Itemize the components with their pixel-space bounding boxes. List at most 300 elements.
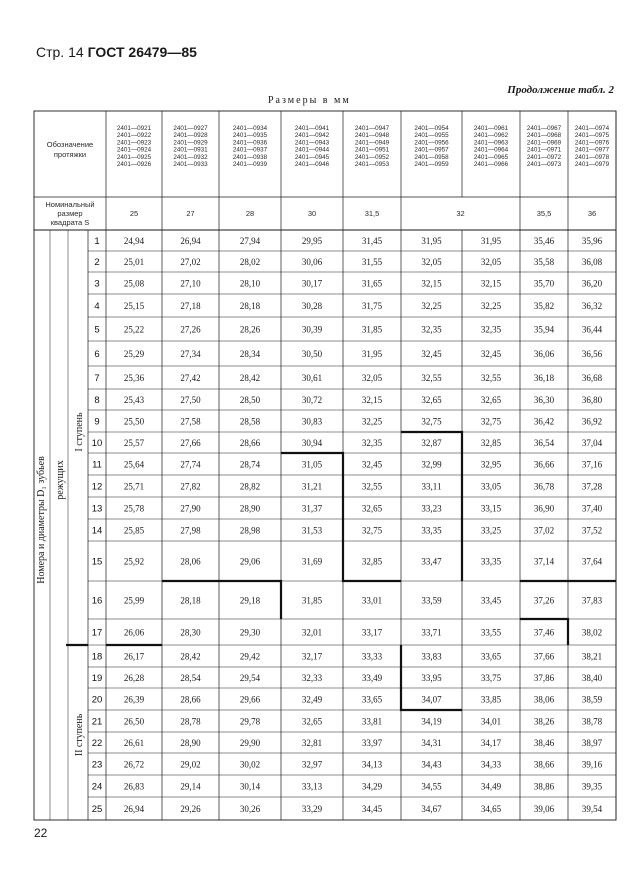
column-code-2: 2401—0928 <box>173 132 208 140</box>
diameter-cell: 38,59 <box>581 694 603 705</box>
diameter-cell: 25,08 <box>123 278 145 289</box>
nominal-size-label: квадрата S <box>50 218 90 227</box>
nominal-size-label: размер <box>57 209 83 218</box>
tooth-number: 12 <box>91 481 103 493</box>
tooth-number: 9 <box>94 416 100 428</box>
diameter-cell: 32,55 <box>421 373 442 383</box>
column-code-3: 2401—0936 <box>232 139 268 147</box>
diameter-cell: 32,05 <box>480 257 502 267</box>
diameter-cell: 32,15 <box>480 278 502 289</box>
diameter-cell: 32,35 <box>361 438 383 448</box>
diameter-cell: 38,97 <box>581 738 603 748</box>
diameter-cell: 38,40 <box>581 673 603 683</box>
designation-label: протяжки <box>53 150 87 159</box>
units-caption: Размеры в мм <box>268 95 351 106</box>
diameter-cell: 25,36 <box>123 373 145 383</box>
column-code-6: 2401—0958 <box>414 153 449 161</box>
column-code-1: 2401—0921 <box>116 125 152 132</box>
column-code-7: 2401—0965 <box>473 153 509 161</box>
diameter-cell: 33,35 <box>421 525 442 536</box>
diameter-cell: 33,05 <box>480 481 502 492</box>
diameter-cell: 34,33 <box>480 759 502 770</box>
diameter-cell: 37,02 <box>533 525 555 536</box>
diameter-cell: 28,42 <box>180 651 201 662</box>
diameter-cell: 32,15 <box>421 278 442 289</box>
diameter-cell: 25,29 <box>123 349 145 359</box>
diameter-cell: 38,46 <box>533 738 555 748</box>
column-size-9: 36 <box>587 209 597 218</box>
diameter-cell: 33,29 <box>301 804 323 814</box>
column-code-8: 2401—0969 <box>526 139 562 147</box>
diameter-cell: 34,01 <box>480 716 502 727</box>
column-size-2: 27 <box>186 209 195 218</box>
diameter-cell: 28,54 <box>180 673 201 683</box>
diameter-cell: 36,18 <box>533 373 555 383</box>
column-code-7: 2401—0962 <box>473 132 509 140</box>
diameter-cell: 32,45 <box>421 349 442 359</box>
diameter-cell: 27,58 <box>180 416 201 427</box>
side-label-main: Номера и диаметры D₁ зубьев <box>36 456 47 584</box>
diameter-cell: 33,59 <box>421 595 442 606</box>
diameter-cell: 31,55 <box>361 257 383 267</box>
side-label-cutting: режущих <box>55 460 66 500</box>
diameter-cell: 28,66 <box>239 438 261 448</box>
diameter-cell: 33,49 <box>361 673 383 683</box>
tooth-number: 23 <box>91 759 103 771</box>
diameter-cell: 33,65 <box>480 651 502 662</box>
designation-label: Обозначение <box>46 140 94 149</box>
diameter-cell: 25,78 <box>123 503 145 514</box>
diameter-cell: 34,65 <box>480 804 502 814</box>
tooth-number: 8 <box>94 395 100 406</box>
diameter-cell: 32,45 <box>361 459 383 470</box>
diameter-cell: 36,08 <box>581 257 603 267</box>
diameter-cell: 34,29 <box>361 781 383 792</box>
tooth-number: 11 <box>92 459 102 471</box>
tooth-number: 6 <box>94 349 100 360</box>
tooth-number: 10 <box>91 438 103 449</box>
column-code-5: 2401—0948 <box>354 132 390 140</box>
diameter-cell: 33,17 <box>361 627 383 638</box>
diameter-cell: 33,47 <box>421 556 442 567</box>
diameter-cell: 31,37 <box>301 503 323 514</box>
diameter-cell: 24,94 <box>123 236 145 246</box>
column-size-1: 25 <box>129 209 139 218</box>
diameter-cell: 32,01 <box>301 627 323 638</box>
diameter-cell: 32,65 <box>421 395 442 405</box>
diameter-cell: 36,32 <box>581 301 603 311</box>
diameter-cell: 26,61 <box>123 738 145 748</box>
diameter-cell: 32,99 <box>421 459 442 470</box>
diameter-cell: 34,55 <box>421 781 442 792</box>
diameter-cell: 25,43 <box>123 395 145 405</box>
column-code-8: 2401—0973 <box>526 161 562 168</box>
column-code-4: 2401—0942 <box>294 132 330 140</box>
tooth-number: 4 <box>94 301 100 312</box>
diameter-cell: 28,90 <box>180 738 201 748</box>
tooth-number: 21 <box>91 716 103 728</box>
column-code-6: 2401—0956 <box>414 139 449 147</box>
diameter-cell: 32,05 <box>421 257 442 267</box>
diameter-cell: 32,17 <box>301 651 323 662</box>
diameter-cell: 25,99 <box>123 595 145 606</box>
tooth-number: 19 <box>91 673 103 684</box>
diameter-cell: 33,83 <box>421 651 442 662</box>
diameter-cell: 34,07 <box>421 694 442 705</box>
diameter-cell: 32,45 <box>480 349 502 359</box>
diameter-cell: 32,25 <box>480 301 502 311</box>
column-code-2: 2401—0927 <box>173 125 208 132</box>
column-size-3: 28 <box>245 209 255 218</box>
diameter-cell: 36,66 <box>533 459 555 470</box>
diameter-cell: 32,25 <box>421 301 442 311</box>
column-code-7: 2401—0964 <box>473 146 509 154</box>
diameter-cell: 28,02 <box>239 257 261 267</box>
diameter-cell: 32,55 <box>480 373 502 383</box>
diameter-cell: 26,94 <box>123 804 145 814</box>
diameter-cell: 35,70 <box>533 278 555 289</box>
column-size-8: 35,5 <box>536 209 552 218</box>
tooth-number: 13 <box>91 503 103 515</box>
diameter-cell: 33,75 <box>480 673 502 683</box>
tooth-number: 15 <box>91 556 103 568</box>
column-code-4: 2401—0946 <box>294 161 330 168</box>
diameter-cell: 33,65 <box>361 694 383 705</box>
diameter-cell: 28,78 <box>180 716 201 727</box>
diameter-cell: 35,46 <box>533 236 555 246</box>
diameter-cell: 36,90 <box>533 503 555 514</box>
diameter-cell: 37,52 <box>581 525 603 536</box>
diameter-cell: 28,26 <box>239 324 261 335</box>
diameter-cell: 36,54 <box>533 438 555 448</box>
column-size-4: 30 <box>307 209 317 218</box>
tooth-number: 1 <box>94 236 100 247</box>
diameter-cell: 32,81 <box>301 738 323 748</box>
diameter-cell: 26,39 <box>123 694 145 705</box>
diameter-cell: 36,92 <box>581 416 603 427</box>
diameter-cell: 27,10 <box>180 278 201 289</box>
diameter-cell: 37,14 <box>533 556 555 567</box>
diameter-cell: 27,66 <box>180 438 201 448</box>
diameter-cell: 27,26 <box>180 324 201 335</box>
diameter-cell: 32,35 <box>421 324 442 335</box>
diameter-cell: 29,95 <box>301 236 323 246</box>
diameter-cell: 33,15 <box>480 503 502 514</box>
diameter-cell: 38,86 <box>533 781 555 792</box>
diameter-cell: 34,45 <box>361 804 383 814</box>
diameter-cell: 31,85 <box>361 324 383 335</box>
column-code-9: 2401—0974 <box>574 125 610 132</box>
diameter-cell: 38,26 <box>533 716 555 727</box>
column-code-2: 2401—0932 <box>173 153 208 161</box>
tooth-number: 24 <box>91 781 103 793</box>
diameter-cell: 30,50 <box>301 349 323 359</box>
column-code-7: 2401—0961 <box>473 125 509 132</box>
stage-label-2: II ступень <box>74 713 85 757</box>
column-code-2: 2401—0933 <box>173 161 208 168</box>
diameter-cell: 28,98 <box>239 525 261 536</box>
column-code-4: 2401—0945 <box>294 153 330 161</box>
diameter-cell: 29,02 <box>180 759 201 770</box>
column-code-3: 2401—0938 <box>232 153 268 161</box>
column-code-4: 2401—0943 <box>294 139 330 147</box>
diameter-cell: 29,54 <box>239 673 261 683</box>
column-code-7: 2401—0963 <box>473 139 509 147</box>
diameter-cell: 28,58 <box>239 416 261 427</box>
column-code-8: 2401—0971 <box>526 146 562 154</box>
diameter-cell: 39,54 <box>581 804 603 814</box>
diameter-cell: 37,83 <box>581 595 603 606</box>
tooth-number: 17 <box>91 627 103 639</box>
column-code-1: 2401—0924 <box>116 146 152 154</box>
diameter-cell: 30,72 <box>301 395 323 405</box>
column-code-3: 2401—0939 <box>232 161 268 168</box>
column-code-3: 2401—0937 <box>232 146 268 154</box>
diameter-cell: 34,17 <box>480 738 502 748</box>
diameter-cell: 31,69 <box>301 556 323 567</box>
tooth-number: 18 <box>91 651 103 663</box>
diameter-cell: 27,18 <box>180 301 201 311</box>
diameter-cell: 33,45 <box>480 595 502 606</box>
diameter-cell: 39,16 <box>581 759 603 770</box>
diameter-cell: 28,74 <box>239 459 261 470</box>
diameter-cell: 33,81 <box>361 716 383 727</box>
diameter-cell: 37,26 <box>533 595 555 606</box>
diameter-cell: 32,65 <box>361 503 383 514</box>
diameter-cell: 35,96 <box>581 236 603 246</box>
tooth-number: 22 <box>91 738 103 749</box>
diameter-cell: 25,71 <box>123 481 145 492</box>
diameter-cell: 28,90 <box>239 503 261 514</box>
diameter-cell: 27,74 <box>180 459 201 470</box>
column-code-6: 2401—0957 <box>414 146 449 154</box>
standard-number: ГОСТ 26479—85 <box>87 44 197 60</box>
diameter-cell: 32,75 <box>421 416 442 427</box>
column-code-5: 2401—0949 <box>354 139 390 147</box>
diameter-cell: 34,31 <box>421 738 442 748</box>
diameter-cell: 33,35 <box>480 556 502 567</box>
shift-boundary-line <box>281 453 401 581</box>
diameter-cell: 31,95 <box>480 236 502 246</box>
diameter-cell: 30,26 <box>239 804 261 814</box>
diameter-cell: 31,21 <box>301 481 323 492</box>
diameter-cell: 36,68 <box>581 373 603 383</box>
diameter-cell: 29,90 <box>239 738 261 748</box>
diameter-cell: 28,18 <box>180 595 201 606</box>
diameter-cell: 39,35 <box>581 781 603 792</box>
diameter-cell: 37,64 <box>581 556 603 567</box>
diameter-cell: 36,56 <box>581 349 603 359</box>
diameter-cell: 30,83 <box>301 416 323 427</box>
diameter-cell: 33,13 <box>301 781 323 792</box>
diameter-cell: 27,94 <box>239 236 261 246</box>
diameter-cell: 31,05 <box>301 459 323 470</box>
diameter-cell: 26,50 <box>123 716 145 727</box>
diameter-cell: 33,71 <box>421 627 442 638</box>
nominal-size-label: Номинальный <box>45 200 95 209</box>
diameter-cell: 31,95 <box>361 349 383 359</box>
diameter-cell: 32,65 <box>301 716 323 727</box>
diameter-cell: 34,43 <box>421 759 442 770</box>
diameter-cell: 31,85 <box>301 595 323 606</box>
diameter-cell: 37,40 <box>581 503 603 514</box>
column-code-6: 2401—0959 <box>414 161 449 168</box>
diameter-cell: 27,02 <box>180 257 201 267</box>
diameter-cell: 32,65 <box>480 395 502 405</box>
diameter-cell: 34,13 <box>361 759 383 770</box>
stage-label-1: I ступень <box>74 412 85 452</box>
diameter-cell: 31,45 <box>361 236 383 246</box>
diameter-cell: 29,42 <box>239 651 261 662</box>
diameter-cell: 32,05 <box>361 373 383 383</box>
diameter-cell: 31,53 <box>301 525 323 536</box>
page-number: 22 <box>34 826 48 840</box>
diameter-cell: 26,72 <box>123 759 145 770</box>
diameter-cell: 25,85 <box>123 525 145 536</box>
column-code-4: 2401—0944 <box>294 146 330 154</box>
diameter-cell: 30,94 <box>301 438 323 448</box>
diameter-cell: 26,28 <box>123 673 145 683</box>
diameter-cell: 29,26 <box>180 804 201 814</box>
diameter-cell: 28,18 <box>239 301 261 311</box>
diameter-cell: 32,85 <box>480 438 502 448</box>
diameter-cell: 33,33 <box>361 651 383 662</box>
diameter-cell: 29,18 <box>239 595 261 606</box>
column-size-5: 31,5 <box>364 209 380 218</box>
diameter-cell: 32,15 <box>361 395 383 405</box>
diameter-cell: 31,65 <box>361 278 383 289</box>
diameter-cell: 26,83 <box>123 781 145 792</box>
diameter-cell: 30,39 <box>301 324 323 335</box>
diameter-cell: 32,87 <box>421 438 442 448</box>
column-code-2: 2401—0929 <box>173 139 208 147</box>
diameter-cell: 28,42 <box>239 373 261 383</box>
diameter-cell: 27,82 <box>180 481 201 492</box>
diameter-cell: 28,10 <box>239 278 261 289</box>
diameter-cell: 32,97 <box>301 759 323 770</box>
diameter-cell: 32,49 <box>301 694 323 705</box>
diameter-cell: 32,33 <box>301 673 323 683</box>
diameter-cell: 33,01 <box>361 595 383 606</box>
diameter-cell: 28,34 <box>239 349 261 359</box>
tooth-number: 2 <box>94 257 100 268</box>
diameter-cell: 36,80 <box>581 395 603 405</box>
tooth-number: 7 <box>94 373 100 384</box>
tooth-number: 20 <box>91 694 103 706</box>
column-code-1: 2401—0925 <box>116 153 152 161</box>
column-code-8: 2401—0967 <box>526 125 562 132</box>
diameter-cell: 38,02 <box>581 627 603 638</box>
diameter-cell: 30,61 <box>301 373 323 383</box>
diameter-cell: 38,78 <box>581 716 603 727</box>
column-code-5: 2401—0947 <box>354 125 390 132</box>
table-frame <box>34 111 616 820</box>
diameter-cell: 29,14 <box>180 781 201 792</box>
column-code-9: 2401—0978 <box>574 153 610 161</box>
diameter-cell: 28,82 <box>239 481 261 492</box>
diameter-cell: 35,94 <box>533 324 555 335</box>
diameter-cell: 29,06 <box>239 556 261 567</box>
tooth-number: 5 <box>94 324 100 336</box>
diameter-cell: 29,30 <box>239 627 261 638</box>
diameter-cell: 37,04 <box>581 438 603 448</box>
diameter-cell: 32,85 <box>361 556 383 567</box>
column-code-5: 2401—0951 <box>354 146 390 154</box>
diameter-cell: 32,25 <box>361 416 383 427</box>
diameter-cell: 26,06 <box>123 627 145 638</box>
diameter-cell: 36,20 <box>581 278 603 289</box>
diameter-cell: 39,06 <box>533 804 555 814</box>
diameter-cell: 28,06 <box>180 556 201 567</box>
diameter-cell: 33,23 <box>421 503 442 514</box>
column-code-8: 2401—0968 <box>526 132 562 140</box>
diameter-cell: 30,17 <box>301 278 323 289</box>
diameter-cell: 32,75 <box>361 525 383 536</box>
diameter-cell: 27,42 <box>180 373 201 383</box>
diameter-cell: 29,78 <box>239 716 261 727</box>
column-code-2: 2401—0931 <box>173 146 208 154</box>
diameter-cell: 34,19 <box>421 716 442 727</box>
diameter-cell: 38,66 <box>533 759 555 770</box>
tooth-number: 14 <box>91 525 103 537</box>
diameter-cell: 37,16 <box>581 459 603 470</box>
diameter-cell: 25,01 <box>123 257 145 267</box>
diameter-cell: 37,46 <box>533 627 555 638</box>
diameter-cell: 36,42 <box>533 416 555 427</box>
diameter-cell: 33,55 <box>480 627 502 638</box>
column-code-5: 2401—0953 <box>354 161 390 168</box>
diameter-cell: 28,30 <box>180 627 201 638</box>
diameter-cell: 31,75 <box>361 301 383 311</box>
diameter-cell: 28,66 <box>180 694 201 705</box>
diameter-cell: 25,92 <box>123 556 145 567</box>
diameter-cell: 37,28 <box>581 481 603 492</box>
diameter-cell: 32,75 <box>480 416 502 427</box>
tooth-number: 16 <box>91 595 103 607</box>
column-code-9: 2401—0975 <box>574 132 610 140</box>
diameter-cell: 27,50 <box>180 395 201 405</box>
diameter-cell: 27,34 <box>180 349 201 359</box>
column-code-3: 2401—0935 <box>232 132 268 140</box>
diameter-cell: 36,30 <box>533 395 555 405</box>
column-code-4: 2401—0941 <box>294 125 330 132</box>
diameter-cell: 36,78 <box>533 481 555 492</box>
diameter-cell: 30,02 <box>239 759 261 770</box>
diameter-cell: 33,11 <box>421 481 442 492</box>
column-code-9: 2401—0977 <box>574 146 610 154</box>
diameter-cell: 33,97 <box>361 738 383 748</box>
diameter-cell: 31,95 <box>421 236 442 246</box>
column-code-3: 2401—0934 <box>232 125 268 132</box>
diameter-cell: 36,44 <box>581 324 603 335</box>
diameter-cell: 36,06 <box>533 349 555 359</box>
diameter-cell: 35,58 <box>533 257 555 267</box>
diameter-cell: 35,82 <box>533 301 555 311</box>
diameter-cell: 33,85 <box>480 694 502 705</box>
diameter-cell: 38,06 <box>533 694 555 705</box>
diameter-cell: 34,67 <box>421 804 442 814</box>
diameter-cell: 25,22 <box>123 324 145 335</box>
diameter-cell: 30,06 <box>301 257 323 267</box>
column-code-1: 2401—0926 <box>116 161 152 168</box>
column-code-1: 2401—0922 <box>116 132 152 140</box>
column-code-1: 2401—0923 <box>116 139 152 147</box>
diameter-cell: 25,50 <box>123 416 145 427</box>
diameter-cell: 28,50 <box>239 395 261 405</box>
tooth-number: 3 <box>94 278 100 290</box>
diameter-cell: 27,90 <box>180 503 201 514</box>
diameter-cell: 30,28 <box>301 301 323 311</box>
